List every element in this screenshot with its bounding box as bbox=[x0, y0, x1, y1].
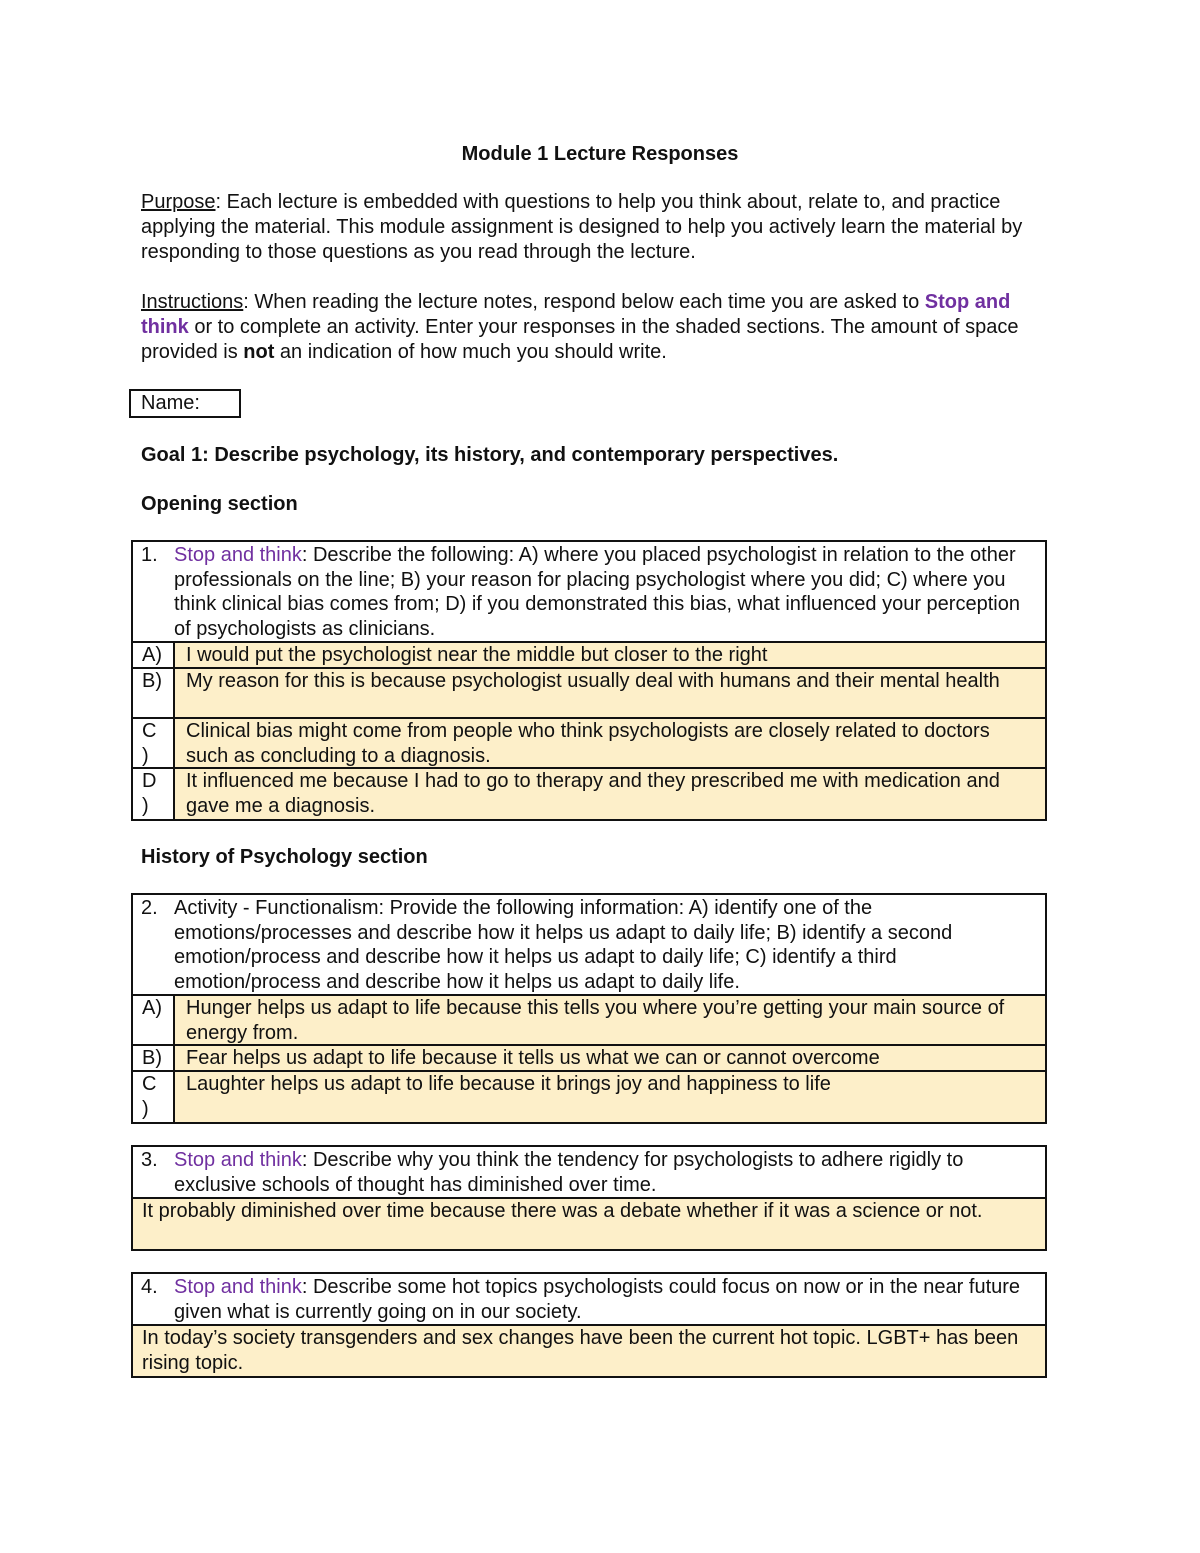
answer-text-field[interactable]: Clinical bias might come from people who think psychologists are closely related to doctors such as concluding to a diagnosis. bbox=[186, 720, 990, 767]
question-3-prompt bbox=[133, 1147, 1045, 1199]
page-title: Module 1 Lecture Responses bbox=[461, 143, 739, 165]
answer-row bbox=[133, 719, 1045, 769]
goal-heading: Goal 1: Describe psychology, its history, and contemporary perspectives. bbox=[141, 444, 839, 466]
answer-text-field[interactable]: It influenced me because I had to go to therapy and they prescribed me with medication and gave me a diagnosis. bbox=[186, 770, 1000, 817]
stop-and-think-label: Stop and think bbox=[174, 1276, 302, 1298]
stop-and-think-label: Stop and think bbox=[174, 1149, 302, 1171]
question-number: 1. bbox=[141, 544, 158, 566]
instructions-text-2: or to complete an activity. Enter your responses in the shaded sections. The amount of space provided is bbox=[141, 316, 1019, 363]
question-4-prompt bbox=[133, 1274, 1045, 1326]
instructions-label: Instructions bbox=[141, 291, 244, 313]
question-number: 2. bbox=[141, 897, 158, 919]
question-body: : Describe the following: A) where you placed psychologist in relation to the other professionals on the line; B) your reason for placing psychologist where you did; C) where you think clinical bias comes from; D) if you demonstrated this bias, what influenced your perception of psychologists as clinicians. bbox=[174, 544, 1020, 640]
answer-row bbox=[133, 769, 1045, 819]
answer-text-field[interactable]: Laughter helps us adapt to life because it brings joy and happiness to life bbox=[186, 1073, 831, 1095]
question-4-table bbox=[131, 1272, 1047, 1378]
purpose-paragraph bbox=[141, 190, 1051, 265]
question-1-prompt bbox=[133, 542, 1045, 643]
name-field[interactable] bbox=[129, 389, 241, 418]
question-3-table bbox=[131, 1145, 1047, 1251]
question-2-prompt bbox=[133, 895, 1045, 996]
question-body: : Describe some hot topics psychologists could focus on now or in the near future given what is currently going on in our society. bbox=[174, 1276, 1021, 1323]
question-number: 4. bbox=[141, 1276, 158, 1298]
answer-text-field[interactable]: In today’s society transgenders and sex changes have been the current hot topic. LGBT+ has been rising topic. bbox=[142, 1327, 1019, 1374]
answer-label: A) bbox=[133, 996, 175, 1044]
question-number: 3. bbox=[141, 1149, 158, 1171]
answer-row bbox=[133, 643, 1045, 669]
answer-label: B) bbox=[133, 669, 175, 717]
answer-row bbox=[133, 669, 1045, 719]
purpose-label: Purpose bbox=[141, 191, 216, 213]
question-2-table bbox=[131, 893, 1047, 1124]
answer-label: D ) bbox=[133, 769, 175, 819]
answer-text-field[interactable]: Fear helps us adapt to life because it tells us what we can or cannot overcome bbox=[186, 1047, 880, 1069]
answer-text-field[interactable]: My reason for this is because psychologist usually deal with humans and their mental health bbox=[186, 670, 1000, 692]
answer-row bbox=[133, 1199, 1045, 1249]
instructions-text-1: : When reading the lecture notes, respond below each time you are asked to bbox=[243, 291, 925, 313]
answer-text-field[interactable]: It probably diminished over time because there was a debate whether if it was a science or not. bbox=[142, 1200, 983, 1222]
answer-label: A) bbox=[133, 643, 175, 667]
instructions-bold: not bbox=[243, 341, 275, 363]
answer-text-field[interactable]: I would put the psychologist near the middle but closer to the right bbox=[186, 644, 768, 666]
question-text bbox=[174, 543, 1035, 641]
history-section-heading: History of Psychology section bbox=[141, 846, 428, 868]
name-label: Name: bbox=[141, 392, 200, 414]
answer-label: B) bbox=[133, 1046, 175, 1070]
opening-section-heading: Opening section bbox=[141, 493, 298, 515]
instructions-highlight: Stop and think bbox=[141, 291, 1011, 338]
purpose-text: : Each lecture is embedded with questions to help you think about, relate to, and practice applying the material. This module assignment is designed to help you actively learn the material by responding to those questions as you read through the lecture. bbox=[141, 191, 1023, 263]
question-body: Activity - Functionalism: Provide the following information: A) identify one of the emotions/processes and describe how it helps us adapt to daily life; B) identify a second emotion/process and describe how it helps us adapt to daily life; C) identify a third emotion/process and describe how it helps us adapt to daily life. bbox=[174, 897, 953, 993]
question-body: : Describe why you think the tendency for psychologists to adhere rigidly to exclusive schools of thought has diminished over time. bbox=[174, 1149, 964, 1196]
answer-row bbox=[133, 996, 1045, 1046]
question-text bbox=[174, 1275, 1035, 1324]
stop-and-think-label: Stop and think bbox=[174, 544, 302, 566]
answer-label: C ) bbox=[133, 719, 175, 767]
answer-label: C ) bbox=[133, 1072, 175, 1122]
answer-row bbox=[133, 1326, 1045, 1376]
question-1-table bbox=[131, 540, 1047, 821]
instructions-text-3: an indication of how much you should write. bbox=[274, 341, 667, 363]
instructions-paragraph bbox=[141, 290, 1051, 365]
answer-text-field[interactable]: Hunger helps us adapt to life because this tells you where you’re getting your main source of energy from. bbox=[186, 997, 1005, 1044]
question-text bbox=[174, 1148, 1035, 1197]
answer-row bbox=[133, 1046, 1045, 1072]
answer-row bbox=[133, 1072, 1045, 1122]
